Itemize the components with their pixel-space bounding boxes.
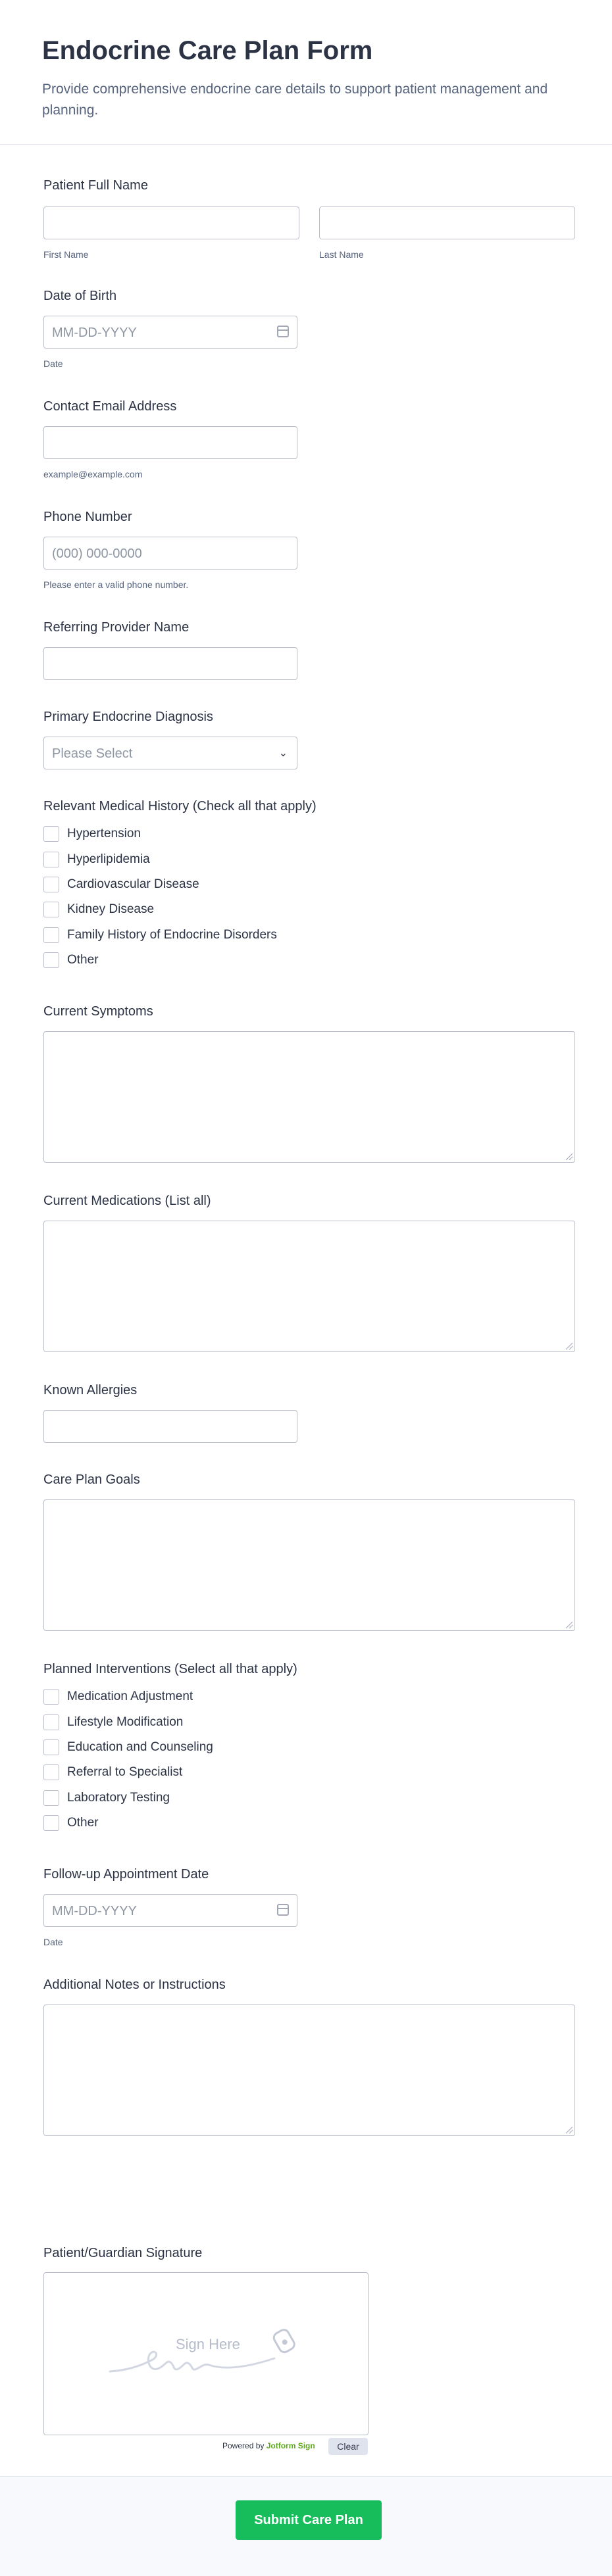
clear-signature-button[interactable]: Clear <box>328 2438 368 2455</box>
phone-input[interactable] <box>43 537 297 570</box>
followup-field <box>43 1866 297 1948</box>
resize-handle-icon[interactable] <box>566 1154 573 1160</box>
followup-date-input[interactable] <box>43 1894 297 1927</box>
intervention-option[interactable]: Referral to Specialist <box>43 1760 297 1785</box>
symptoms-field <box>43 1004 575 1163</box>
followup-label: Follow-up Appointment Date <box>43 1867 209 1882</box>
phone-sublabel: Please enter a valid phone number. <box>43 579 189 590</box>
checkbox[interactable] <box>43 902 59 917</box>
powered-by <box>222 2440 315 2452</box>
dob-sublabel: Date <box>43 358 63 369</box>
checkbox[interactable] <box>43 1790 59 1806</box>
signature-scribble-icon <box>44 2273 369 2436</box>
history-option[interactable]: Other <box>43 948 317 973</box>
interventions-label: Planned Interventions (Select all that apply) <box>43 1662 297 1676</box>
referring-provider-input[interactable] <box>43 647 297 680</box>
last-name-sublabel: Last Name <box>319 249 364 260</box>
checkbox[interactable] <box>43 1714 59 1730</box>
history-option[interactable]: Family History of Endocrine Disorders <box>43 923 317 948</box>
diagnosis-selected-value: Please Select <box>52 746 133 761</box>
checkbox[interactable] <box>43 952 59 968</box>
allergies-input[interactable] <box>43 1410 297 1443</box>
medications-label: Current Medications (List all) <box>43 1194 211 1208</box>
email-label: Contact Email Address <box>43 399 177 414</box>
first-name-input[interactable] <box>43 207 299 239</box>
dob-label: Date of Birth <box>43 289 117 303</box>
checkbox[interactable] <box>43 826 59 842</box>
goals-label: Care Plan Goals <box>43 1472 140 1487</box>
signature-label: Patient/Guardian Signature <box>43 2246 203 2260</box>
allergies-label: Known Allergies <box>43 1383 138 1397</box>
notes-textarea[interactable] <box>43 2005 575 2136</box>
notes-label: Additional Notes or Instructions <box>43 1978 226 1992</box>
phone-placeholder: (000) 000-0000 <box>52 547 142 561</box>
sign-here-placeholder: Sign Here <box>176 2336 240 2352</box>
chevron-down-icon: ⌄ <box>278 748 288 759</box>
intervention-option[interactable]: Lifestyle Modification <box>43 1709 297 1734</box>
history-option[interactable]: Hypertension <box>43 821 317 846</box>
history-option[interactable]: Cardiovascular Disease <box>43 872 317 897</box>
checkbox[interactable] <box>43 1815 59 1831</box>
phone-field <box>43 509 297 591</box>
followup-sublabel: Date <box>43 1937 63 1947</box>
checkbox[interactable] <box>43 877 59 892</box>
symptoms-label: Current Symptoms <box>43 1004 153 1019</box>
patient-name-field <box>43 178 575 260</box>
resize-handle-icon[interactable] <box>566 2127 573 2133</box>
dob-field <box>43 288 297 370</box>
email-field <box>43 399 297 480</box>
medical-history-field <box>43 798 317 973</box>
calendar-icon[interactable] <box>277 326 289 337</box>
signature-field <box>43 2245 202 2261</box>
intervention-option[interactable]: Laboratory Testing <box>43 1786 297 1810</box>
email-sublabel: example@example.com <box>43 469 143 479</box>
allergies-field <box>43 1382 297 1443</box>
medical-history-options <box>43 821 317 973</box>
checkbox[interactable] <box>43 1689 59 1705</box>
intervention-option[interactable]: Other <box>43 1810 297 1835</box>
goals-field <box>43 1472 575 1631</box>
powered-by-text: Powered by <box>222 2441 265 2450</box>
signature-pad[interactable] <box>43 2272 369 2435</box>
calendar-icon[interactable] <box>277 1904 289 1916</box>
phone-label: Phone Number <box>43 510 132 524</box>
form-subtitle: Provide comprehensive endocrine care details to support patient management and planning. <box>42 82 548 118</box>
followup-placeholder: MM-DD-YYYY <box>52 1904 137 1918</box>
notes-field <box>43 1977 575 2136</box>
checkbox[interactable] <box>43 1764 59 1780</box>
email-input[interactable] <box>43 426 297 459</box>
checkbox[interactable] <box>43 927 59 943</box>
dob-placeholder: MM-DD-YYYY <box>52 326 137 340</box>
first-name-sublabel: First Name <box>43 249 89 260</box>
medical-history-label: Relevant Medical History (Check all that apply) <box>43 799 317 814</box>
history-option[interactable]: Kidney Disease <box>43 897 317 922</box>
jotform-sign-link[interactable]: Jotform Sign <box>266 2441 315 2450</box>
interventions-options <box>43 1684 297 1835</box>
intervention-option[interactable]: Medication Adjustment <box>43 1684 297 1709</box>
intervention-option[interactable]: Education and Counseling <box>43 1735 297 1760</box>
history-option[interactable]: Hyperlipidemia <box>43 846 317 871</box>
dob-input[interactable] <box>43 316 297 349</box>
diagnosis-label: Primary Endocrine Diagnosis <box>43 710 213 724</box>
resize-handle-icon[interactable] <box>566 1343 573 1349</box>
checkbox[interactable] <box>43 1739 59 1755</box>
referring-provider-label: Referring Provider Name <box>43 620 190 635</box>
form-header <box>0 0 612 145</box>
medications-textarea[interactable] <box>43 1221 575 1352</box>
checkbox[interactable] <box>43 852 59 867</box>
form-footer <box>0 2476 612 2576</box>
diagnosis-field <box>43 709 297 769</box>
symptoms-textarea[interactable] <box>43 1031 575 1163</box>
goals-textarea[interactable] <box>43 1499 575 1631</box>
last-name-input[interactable] <box>319 207 575 239</box>
medications-field <box>43 1193 575 1352</box>
diagnosis-select[interactable] <box>43 737 297 769</box>
referring-provider-field <box>43 620 297 680</box>
submit-button[interactable]: Submit Care Plan <box>236 2500 382 2540</box>
resize-handle-icon[interactable] <box>566 1622 573 1628</box>
patient-name-label: Patient Full Name <box>43 178 148 193</box>
interventions-field <box>43 1661 297 1835</box>
form-title: Endocrine Care Plan Form <box>42 36 373 65</box>
